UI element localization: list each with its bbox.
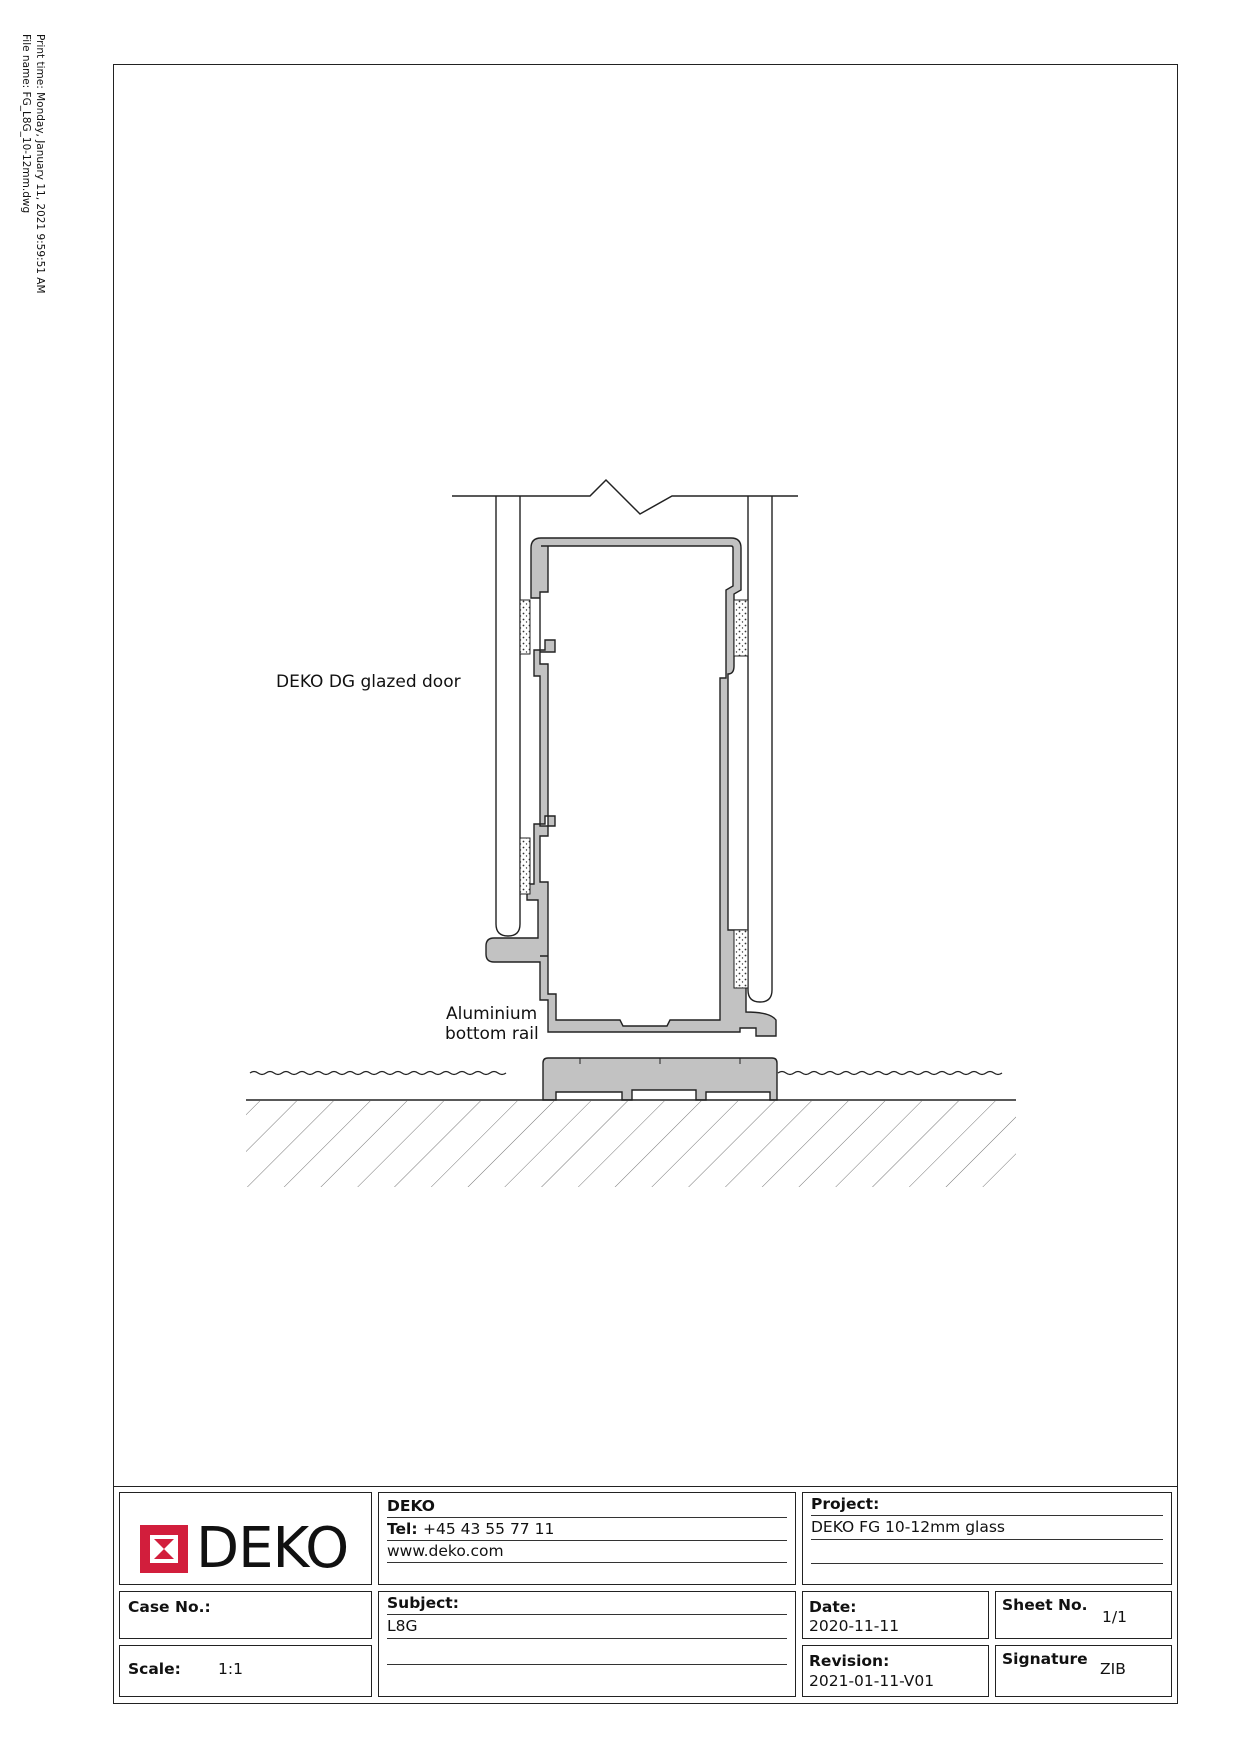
rule: [811, 1563, 1163, 1564]
signature-value: ZIB: [1100, 1660, 1126, 1678]
scale-value: 1:1: [218, 1660, 243, 1678]
date-cell: [802, 1591, 989, 1639]
deko-pinwheel-logo-icon: [140, 1525, 188, 1573]
sheet-no-cell: [995, 1591, 1172, 1639]
project-label: Project:: [811, 1495, 880, 1513]
date-label: Date:: [809, 1598, 857, 1616]
print-time: Print time: Monday, January 11, 2021 9:59:51 AM: [34, 34, 46, 294]
rail-label-line1: Aluminium: [446, 1004, 538, 1024]
gasket-left-lower: [520, 838, 530, 894]
rail-label-line2: bottom rail: [445, 1024, 539, 1044]
subject-label: Subject:: [387, 1594, 459, 1612]
rule: [387, 1517, 787, 1518]
subject-value: L8G: [387, 1617, 418, 1635]
signature-label: Signature: [1002, 1650, 1088, 1668]
rule: [387, 1562, 787, 1563]
floor-hatch: [246, 1101, 1016, 1187]
company-name: DEKO: [387, 1497, 435, 1515]
company-website: www.deko.com: [387, 1542, 504, 1560]
logo-cell: [119, 1492, 372, 1585]
tel-value: +45 43 55 77 11: [423, 1520, 555, 1538]
case-no-cell: [119, 1591, 372, 1639]
rule: [387, 1540, 787, 1541]
floor-finish-right: [778, 1072, 1002, 1075]
gasket-right-lower: [734, 930, 748, 988]
company-cell: [378, 1492, 796, 1585]
rule: [387, 1614, 787, 1615]
rule: [387, 1638, 787, 1639]
file-name: File name: FG_L8G_10-12mm.dwg: [20, 34, 32, 214]
rule: [811, 1539, 1163, 1540]
rule: [387, 1664, 787, 1665]
scale-label: Scale:: [128, 1660, 181, 1678]
scale-cell: [119, 1645, 372, 1697]
tel-label: Tel:: [387, 1520, 418, 1538]
rule: [811, 1515, 1163, 1516]
floor-finish-left: [250, 1072, 506, 1075]
glass-pane-left: [496, 496, 520, 936]
revision-label: Revision:: [809, 1652, 890, 1670]
glass-pane-right: [748, 496, 772, 1002]
date-value: 2020-11-11: [809, 1617, 900, 1635]
title-block: [113, 1486, 1178, 1704]
project-cell: [802, 1492, 1172, 1585]
subject-cell: [378, 1591, 796, 1697]
gasket-right-upper: [734, 600, 748, 656]
revision-value: 2021-01-11-V01: [809, 1672, 935, 1690]
logo-wordmark: DEKO: [196, 1516, 349, 1581]
case-no-label: Case No.:: [128, 1598, 211, 1616]
company-logo: [140, 1516, 370, 1581]
door-label: DEKO DG glazed door: [276, 672, 461, 692]
revision-cell: [802, 1645, 989, 1697]
floor-track: [543, 1058, 777, 1100]
sheet-no-label: Sheet No.: [1002, 1596, 1088, 1614]
project-value: DEKO FG 10-12mm glass: [811, 1518, 1005, 1536]
sheet-no-value: 1/1: [1102, 1608, 1127, 1626]
gasket-left-upper: [520, 600, 530, 654]
signature-cell: [995, 1645, 1172, 1697]
break-line: [452, 480, 798, 514]
